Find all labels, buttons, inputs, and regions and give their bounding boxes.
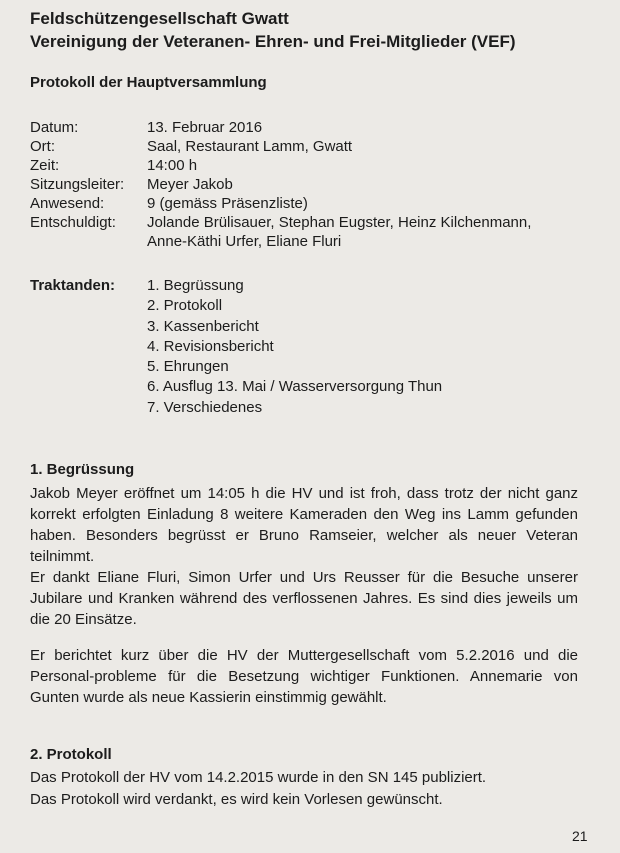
paragraph: Jakob Meyer eröffnet um 14:05 h die HV und ist froh, dass trotz der nicht ganz korrekt erfolgten Einladung 8 weitere Kameraden den Weg ins Lamm gefunden haben. Besonders begrüsst er Bruno Ramseier, welcher als neuer Veteran teilnimmt. (30, 485, 578, 565)
traktandum-item: 5. Ehrungen (147, 358, 229, 376)
section-heading-begruessung: 1. Begrüssung (30, 461, 135, 478)
paragraph: Das Protokoll der HV vom 14.2.2015 wurde in den SN 145 publiziert. (30, 769, 487, 786)
traktanden-list (147, 276, 442, 418)
organization-title: Feldschützengesellschaft Gwatt (30, 9, 289, 28)
meta-label: Entschuldigt: (30, 214, 116, 231)
traktandum-item: 6. Ausflug 13. Mai / Wasserversorgung Thun (147, 378, 443, 396)
paragraph: Das Protokoll wird verdankt, es wird kein Vorlesen gewünscht. (30, 791, 443, 808)
traktandum-item: 1. Begrüssung (147, 277, 244, 294)
meta-label: Sitzungsleiter: (30, 176, 125, 193)
meta-label: Zeit: (30, 157, 60, 174)
traktandum-item: 4. Revisionsbericht (147, 337, 274, 355)
meta-label: Anwesend: (30, 195, 105, 212)
traktandum-item: 2. Protokoll (147, 297, 223, 315)
meta-label: Datum: (30, 119, 79, 136)
organization-subtitle: Vereinigung der Veteranen- Ehren- und Frei-Mitglieder (VEF) (30, 32, 516, 51)
meta-value: Saal, Restaurant Lamm, Gwatt (147, 138, 353, 155)
section-heading-protokoll: 2. Protokoll (30, 746, 112, 763)
traktandum-item: 3. Kassenbericht (147, 317, 259, 335)
page-number: 21 (572, 828, 588, 844)
meta-value: Jolande Brülisauer, Stephan Eugster, Heinz Kilchenmann, (147, 214, 532, 231)
meta-value: 9 (gemäss Präsenzliste) (147, 195, 308, 212)
document-title: Protokoll der Hauptversammlung (30, 74, 267, 91)
meta-value: Meyer Jakob (147, 176, 233, 193)
meta-label: Ort: (30, 138, 55, 155)
paragraph: Er dankt Eliane Fluri, Simon Urfer und Urs Reusser für die Besuche unserer Jubilare und Kranken während des verflossenen Jahres. Es sind dies jeweils um die 20 Einsätze. (30, 569, 578, 628)
meta-value-continued: Anne-Käthi Urfer, Eliane Fluri (147, 233, 342, 250)
meta-value: 13. Februar 2016 (147, 119, 263, 136)
traktandum-item: 7. Verschiedenes (147, 398, 263, 416)
meta-value: 14:00 h (147, 157, 198, 174)
paragraph: Er berichtet kurz über die HV der Muttergesellschaft vom 5.2.2016 und die Personal-probleme für die Besetzung wichtiger Funktionen. Annemarie von Gunten wurde als neue Kassierin einstimmig gewählt. (30, 647, 578, 706)
traktanden-label: Traktanden: (30, 277, 116, 294)
